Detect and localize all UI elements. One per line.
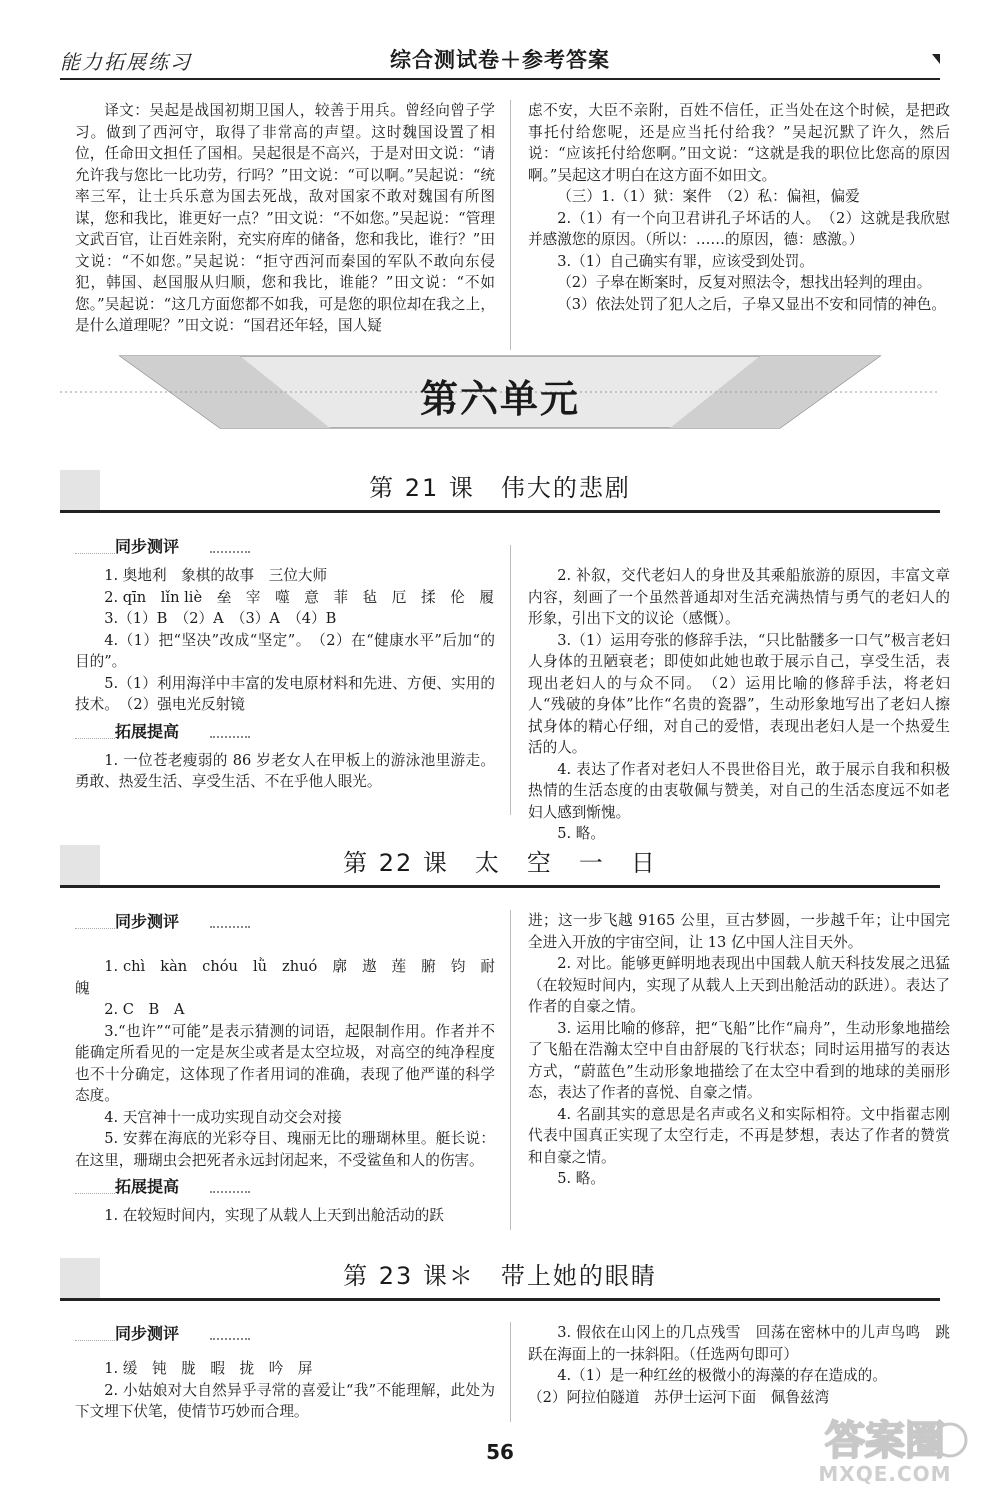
lesson-rule bbox=[60, 885, 940, 888]
answer-item: 4.（1）把“坚决”改成“坚定”。 （2）在“健康水平”后加“的目的”。 bbox=[75, 631, 495, 670]
answer-item: 3.（1）运用夸张的修辞手法，“只比骷髅多一口气”极言老妇人身体的丑陋衰老；即使如此她也敢于展示自己，享受生活，表现出老妇人的与众不同。 （2）运用比喻的修辞手法，将老妇人“残破的身体”比作“名贵的瓷器”，生动形象地写出了老妇人擦拭身体的精心仔细，对自己的爱惜，表现出老妇人是一个热爱生活的人。 bbox=[528, 631, 950, 756]
answer-item: 5. 略。 bbox=[557, 825, 605, 842]
answer-item: 3. 假依在山冈上的几点残雪 回荡在密林中的儿声鸟鸣 跳跃在海面上的一抹斜阳。（任选两句即可） bbox=[528, 1324, 950, 1363]
page-number: 56 bbox=[486, 1440, 514, 1464]
unit-banner bbox=[60, 352, 940, 432]
answer-item: 2.（1）有一个向卫君讲孔子坏话的人。 （2）这就是我欣慰并感激您的原因。（所以：……的原因，德：感激。） bbox=[528, 209, 950, 248]
answer-item: 1. 一位苍老瘦弱的 86 岁老女人在甲板上的游泳池里游走。勇敢、热爱生活、享受生活、不在乎他人眼光。 bbox=[75, 751, 495, 790]
answer-item: 2. C B A bbox=[104, 1001, 185, 1018]
answer-item: 3. 运用比喻的修辞，把“飞船”比作“扁舟”，生动形象地描绘了飞船在浩瀚太空中自由舒展的飞行状态；同时运用描写的表达方式，“蔚蓝色”生动形象地描绘了在太空中看到的地球的美丽形态，表达了作者的喜悦、自豪之情。 bbox=[528, 1019, 950, 1101]
answer-item: 4. 天宫神十一成功实现自动交会对接 bbox=[104, 1108, 342, 1126]
section-heading-sync: 同步测评 bbox=[115, 1322, 495, 1346]
lesson-title: 第 23 课＊ 带上她的眼睛 bbox=[343, 1262, 657, 1290]
lesson-23-right bbox=[528, 1322, 950, 1408]
watermark bbox=[800, 1410, 970, 1490]
section-heading-ext: 拓展提高 bbox=[115, 1175, 495, 1199]
section-heading-sync: 同步测评 bbox=[115, 910, 495, 934]
translation-column-left bbox=[75, 100, 495, 337]
lesson-22-left bbox=[75, 910, 510, 1227]
watermark-url: MXQE.COM bbox=[818, 1462, 952, 1486]
lesson-22-right bbox=[528, 910, 950, 1190]
lesson-rule bbox=[60, 510, 940, 513]
corner-triangle-icon bbox=[932, 54, 940, 64]
answer-item: （2）阿拉伯隧道 苏伊士运河下面 佩鲁兹湾 bbox=[528, 1388, 830, 1406]
column-divider bbox=[510, 1322, 511, 1422]
header-series-title: 能力拓展练习 bbox=[60, 50, 192, 74]
answer-item: 3.（1）B （2）A （3）A （4）B bbox=[104, 610, 337, 627]
lesson-23-heading bbox=[60, 1258, 940, 1298]
answer-item: （三）1.（1）狱：案件 （2）私：偏袒，偏爱 bbox=[557, 188, 860, 205]
lesson-title: 第 22 课 太 空 一 日 bbox=[343, 849, 657, 877]
lesson-21-left bbox=[75, 535, 495, 793]
answer-item: 3.（1）自己确实有罪，应该受到处罚。 bbox=[557, 252, 814, 270]
section-heading-sync: 同步测评 bbox=[115, 535, 495, 559]
answer-item: 4. 表达了作者对老妇人不畏世俗目光，敢于展示自我和积极热情的生活态度的由衷敬佩与赞美，对自己的生活态度远不如老妇人感到惭愧。 bbox=[528, 760, 950, 821]
lesson-rule bbox=[60, 1298, 940, 1301]
column-divider bbox=[510, 100, 511, 350]
lesson-21-right bbox=[528, 565, 950, 845]
answer-item: 2. 对比。能够更鲜明地表现出中国载人航天科技发展之迅猛（在较短时间内，实现了从载人上天到出舱活动的跃进）。表达了作者的自豪之情。 bbox=[528, 955, 950, 1015]
answers-column-right bbox=[528, 100, 950, 315]
lesson-title: 第 21 课 伟大的悲剧 bbox=[369, 474, 631, 502]
header-rule bbox=[60, 78, 940, 80]
translation-paragraph: 译文：吴起是战国初期卫国人，较善于用兵。曾经向曾子学习。做到了西河守，取得了非常高的声望。这时魏国设置了相位，任命田文担任了国相。吴起很是不高兴，于是对田文说：“请允许我与您比一比功劳，行吗？”田文说：“可以啊。”吴起说：“统率三军，让士兵乐意为国去死战，敌对国家不敢对魏国有所图谋，您和我比，谁更好一点？”田文说：“不如您。”吴起说：“管理文武百官，让百姓亲附，充实府库的储备，您和我比，谁行？”田文说：“不如您。”吴起说：“拒守西河而秦国的军队不敢向东侵犯，韩国、赵国服从归顺，您和我比，谁能？”田文说：“不如您。”吴起说：“这几方面您都不如我，可是您的职位却在我之上，是什么道理呢？”田文说：“国君还年轻，国人疑 bbox=[75, 102, 495, 334]
watermark-logo-icon bbox=[800, 1410, 970, 1466]
answer-item: 2. 补叙，交代老妇人的身世及其乘船旅游的原因，丰富文章内容，刻画了一个虽然普通却对生活充满热情与勇气的老妇人的形象，引出下文的议论（感慨）。 bbox=[528, 567, 950, 627]
answer-item: （2）子皋在断案时，反复对照法令，想找出轻判的理由。 bbox=[557, 274, 932, 291]
unit-title: 第六单元 bbox=[419, 377, 580, 421]
answer-item: 1. chì kàn chóu lǜ zhuó 廓 遨 莲 腑 钧 耐 魄 bbox=[75, 958, 510, 997]
column-divider bbox=[510, 910, 511, 1230]
answer-item: 3.“也许”“可能”是表示猜测的词语，起限制作用。作者并不能确定所看见的一定是灰尘或者是太空垃圾，对高空的纯净程度也不十分确定，这体现了作者用词的准确，表现了他严谨的科学态度。 bbox=[75, 1022, 495, 1104]
answer-item: 2. qīn lǐn liè 垒 宰 噬 意 菲 毡 厄 揉 伦 履 bbox=[104, 588, 494, 606]
page-header bbox=[60, 44, 940, 74]
section-heading-ext: 拓展提高 bbox=[115, 720, 495, 744]
lesson-22-heading bbox=[60, 845, 940, 885]
lesson-23-left bbox=[75, 1322, 495, 1423]
answer-item-cont: 进；这一步飞越 9165 公里，亘古梦圆，一步越千年；让中国完全进入开放的宇宙空间，让 13 亿中国人注目天外。 bbox=[528, 912, 950, 951]
answer-item: 4.（1）是一种红丝的极微小的海藻的存在造成的。 bbox=[557, 1367, 887, 1384]
watermark-logo-text: 答案圈 bbox=[825, 1418, 945, 1464]
lesson-21-heading bbox=[60, 470, 940, 510]
answer-item: 4. 名副其实的意思是名声或名义和实际相符。文中指翟志刚代表中国真正实现了太空行走，不再是梦想，表达了作者的赞赏和自豪之情。 bbox=[528, 1105, 950, 1166]
translation-paragraph-cont: 虑不安，大臣不亲附，百姓不信任，正当处在这个时候，是把政事托付给您呢，还是应当托付给我？”吴起沉默了许久，然后说：“应该托付给您啊。”田文说：“这就是我的职位比您高的原因啊。”吴起这才明白在这方面不如田文。 bbox=[528, 102, 950, 184]
column-divider bbox=[510, 545, 511, 815]
answer-item: 5. 安葬在海底的光彩夺目、瑰丽无比的珊瑚林里。艇长说：在这里，珊瑚虫会把死者永远封闭起来，不受鲨鱼和人的伤害。 bbox=[75, 1130, 495, 1169]
answer-item: （3）依法处罚了犯人之后，子皋又显出不安和同情的神色。 bbox=[557, 295, 946, 313]
header-book-title: 综合测试卷＋参考答案 bbox=[390, 47, 610, 72]
answer-item: 2. 小姑娘对大自然异乎寻常的喜爱让“我”不能理解，此处为下文埋下伏笔，使情节巧妙而合理。 bbox=[75, 1381, 495, 1420]
answer-item: 5.（1）利用海洋中丰富的发电原材料和先进、方便、实用的技术。 （2）强电光反射镜 bbox=[75, 674, 495, 713]
answer-item: 1. 在较短时间内，实现了从载人上天到出舱活动的跃 bbox=[104, 1207, 444, 1224]
answer-item: 1. 缓 钝 胧 暇 拢 吟 屏 bbox=[104, 1360, 313, 1377]
answer-item: 1. 奥地利 象棋的故事 三位大师 bbox=[104, 567, 328, 584]
answer-item: 5. 略。 bbox=[557, 1170, 605, 1187]
